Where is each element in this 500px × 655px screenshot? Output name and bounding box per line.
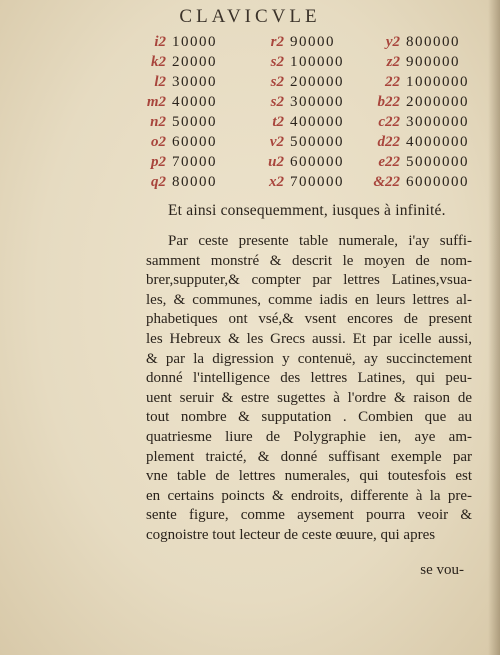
text-line: brer,supputer,& compter par lettres Latines,vsua- xyxy=(146,272,472,289)
numeral-value: 700000 xyxy=(290,174,344,190)
text-line: vne table de lettres numerales, qui toutesfois est xyxy=(146,468,472,485)
numeral-value: 70000 xyxy=(172,154,217,170)
numeral-value: 10000 xyxy=(172,34,217,50)
text-line: & par la digression y contenuë, ay succinctement xyxy=(146,350,472,367)
numeral-value: 200000 xyxy=(290,74,344,90)
letter-code: m2 xyxy=(146,94,166,110)
text-line: samment monstré & descrit le moyen de nom- xyxy=(146,252,472,269)
letter-code: 22 xyxy=(385,74,400,90)
letter-code: e22 xyxy=(378,154,400,170)
table-row xyxy=(146,154,476,174)
letter-code: &22 xyxy=(373,174,400,190)
numeral-value: 100000 xyxy=(290,54,344,70)
numeral-value: 2000000 xyxy=(406,94,469,110)
numeral-value: 80000 xyxy=(172,174,217,190)
letter-code: o2 xyxy=(151,134,166,150)
table-row xyxy=(146,134,476,154)
text-line: Par ceste presente table numerale, i'ay suffi- xyxy=(168,233,472,249)
numeral-value: 40000 xyxy=(172,94,217,110)
text-line: uent seruir & estre sugettes à l'ordre & raison de xyxy=(146,389,472,406)
numeral-value: 30000 xyxy=(172,74,217,90)
page-edge-shadow xyxy=(488,0,500,655)
numeral-value: 5000000 xyxy=(406,154,469,170)
letter-code: s2 xyxy=(270,94,284,110)
numeral-value: 60000 xyxy=(172,134,217,150)
numeral-value: 50000 xyxy=(172,114,217,130)
letter-code: s2 xyxy=(270,54,284,70)
letter-code: r2 xyxy=(270,34,284,50)
table-row xyxy=(146,174,476,194)
table-row xyxy=(146,34,476,54)
et-ainsi-line: Et ainsi consequemment, iusques à infinité. xyxy=(168,202,446,219)
numeral-value: 90000 xyxy=(290,34,335,50)
numeral-value: 400000 xyxy=(290,114,344,130)
letter-code: l2 xyxy=(154,74,166,90)
table-row xyxy=(146,54,476,74)
letter-code: d22 xyxy=(377,134,400,150)
letter-code: x2 xyxy=(269,174,284,190)
text-line: les, & communes, comme iadis en leurs lettres al- xyxy=(146,291,472,308)
letter-code: y2 xyxy=(385,34,400,50)
letter-code: c22 xyxy=(378,114,400,130)
numeral-table xyxy=(146,34,476,194)
numeral-value: 1000000 xyxy=(406,74,469,90)
letter-code: k2 xyxy=(151,54,166,70)
body-paragraph xyxy=(146,232,472,546)
numeral-value: 600000 xyxy=(290,154,344,170)
letter-code: q2 xyxy=(151,174,166,190)
numeral-value: 800000 xyxy=(406,34,460,50)
numeral-value: 3000000 xyxy=(406,114,469,130)
letter-code: i2 xyxy=(154,34,166,50)
text-line: donné l'intelligence des lettres Latines, qui peu- xyxy=(146,370,472,387)
letter-code: z2 xyxy=(386,54,400,70)
table-row xyxy=(146,114,476,134)
text-line: sente figure, comme aysement pourra veoir & xyxy=(146,507,472,524)
numeral-value: 300000 xyxy=(290,94,344,110)
letter-code: v2 xyxy=(269,134,284,150)
text-line: quatriesme liure de Polygraphie ien, aye am- xyxy=(146,428,472,445)
text-line: plement traicté, & donné suffisant exemple par xyxy=(146,448,472,465)
text-line: les Hebreux & les Grecs aussi. Et par icelle aussi, xyxy=(146,330,472,347)
letter-code: t2 xyxy=(272,114,284,130)
page-header: CLAVICVLE xyxy=(179,6,321,27)
letter-code: s2 xyxy=(270,74,284,90)
letter-code: u2 xyxy=(268,154,284,170)
table-row xyxy=(146,94,476,114)
letter-code: n2 xyxy=(150,114,166,130)
text-line: phabetiques ont vsé,& vsent encores de present xyxy=(146,311,472,328)
text-line: cognoistre tout lecteur de ceste œuure, qui apres xyxy=(146,526,436,543)
numeral-value: 500000 xyxy=(290,134,344,150)
text-line: en certains poincts & endroits, differente à la pre- xyxy=(146,487,472,504)
numeral-value: 900000 xyxy=(406,54,460,70)
text-line: tout nombre & supputation . Combien que au xyxy=(146,409,472,426)
letter-code: p2 xyxy=(151,154,166,170)
letter-code: b22 xyxy=(377,94,400,110)
catchword: se vou- xyxy=(420,562,464,578)
numeral-value: 6000000 xyxy=(406,174,469,190)
numeral-value: 20000 xyxy=(172,54,217,70)
table-row xyxy=(146,74,476,94)
numeral-value: 4000000 xyxy=(406,134,469,150)
